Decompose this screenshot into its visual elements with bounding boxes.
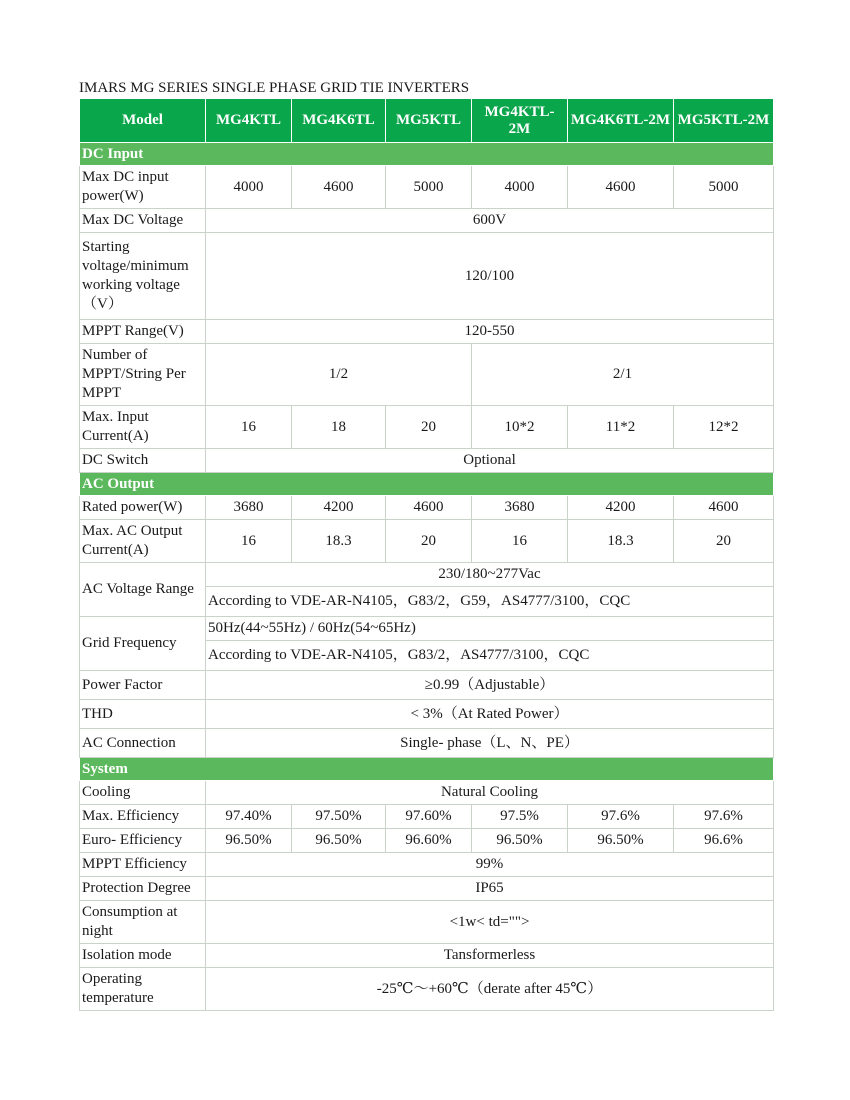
cell-value: 20 bbox=[674, 520, 774, 563]
cell-value: 96.60% bbox=[386, 829, 472, 853]
cell-value: 18 bbox=[292, 406, 386, 449]
cell-value: 16 bbox=[206, 520, 292, 563]
cell-value: 4000 bbox=[472, 166, 568, 209]
cell-standard: According to VDE-AR-N4105，G83/2，AS4777/3100，CQC bbox=[206, 641, 774, 671]
row-label: Cooling bbox=[80, 781, 206, 805]
cell-value: 18.3 bbox=[568, 520, 674, 563]
table-row bbox=[80, 406, 774, 449]
cell-value: 4000 bbox=[206, 166, 292, 209]
cell-value: 20 bbox=[386, 520, 472, 563]
table-row bbox=[80, 520, 774, 563]
row-label: Number of MPPT/String Per MPPT bbox=[80, 344, 206, 406]
table-row bbox=[80, 496, 774, 520]
table-row bbox=[80, 968, 774, 1011]
cell-value: 5000 bbox=[386, 166, 472, 209]
cell-value: ≥0.99（Adjustable） bbox=[206, 671, 774, 700]
row-label: Starting voltage/minimum working voltage（V） bbox=[80, 233, 206, 320]
table-row bbox=[80, 563, 774, 587]
table-row bbox=[80, 781, 774, 805]
cell-value: 4200 bbox=[292, 496, 386, 520]
cell-value: 97.6% bbox=[674, 805, 774, 829]
cell-value: 5000 bbox=[674, 166, 774, 209]
row-label: Max. AC Output Current(A) bbox=[80, 520, 206, 563]
table-row bbox=[80, 233, 774, 320]
table-row bbox=[80, 209, 774, 233]
section-row-dc-input bbox=[80, 143, 774, 166]
table-row bbox=[80, 166, 774, 209]
row-label: THD bbox=[80, 700, 206, 729]
row-label: Euro- Efficiency bbox=[80, 829, 206, 853]
cell-value: 120-550 bbox=[206, 320, 774, 344]
table-header-row bbox=[80, 99, 774, 143]
cell-value: 4600 bbox=[386, 496, 472, 520]
cell-value: 3680 bbox=[472, 496, 568, 520]
header-model: MG5KTL-2M bbox=[674, 99, 774, 143]
table-row bbox=[80, 805, 774, 829]
cell-value: 16 bbox=[472, 520, 568, 563]
cell-value: Single- phase（L、N、PE） bbox=[206, 729, 774, 758]
cell-value: IP65 bbox=[206, 877, 774, 901]
table-row bbox=[80, 901, 774, 944]
section-title: DC Input bbox=[80, 143, 774, 166]
table-row bbox=[80, 671, 774, 700]
cell-value: Tansformerless bbox=[206, 944, 774, 968]
cell-value: 20 bbox=[386, 406, 472, 449]
cell-value: 96.50% bbox=[292, 829, 386, 853]
row-label: Max DC Voltage bbox=[80, 209, 206, 233]
cell-value: 4600 bbox=[292, 166, 386, 209]
section-row-ac-output bbox=[80, 473, 774, 496]
table-row bbox=[80, 853, 774, 877]
header-model: MG4K6TL-2M bbox=[568, 99, 674, 143]
cell-value: 4600 bbox=[674, 496, 774, 520]
row-label: Max DC input power(W) bbox=[80, 166, 206, 209]
cell-value: 3680 bbox=[206, 496, 292, 520]
cell-value: 2/1 bbox=[472, 344, 774, 406]
cell-value: < 3%（At Rated Power） bbox=[206, 700, 774, 729]
row-label: AC Voltage Range bbox=[80, 563, 206, 617]
table-row bbox=[80, 344, 774, 406]
cell-value: 97.60% bbox=[386, 805, 472, 829]
cell-value: 97.5% bbox=[472, 805, 568, 829]
spec-table bbox=[79, 98, 774, 1011]
cell-value: 16 bbox=[206, 406, 292, 449]
table-row bbox=[80, 320, 774, 344]
header-model: MG4K6TL bbox=[292, 99, 386, 143]
cell-value: 50Hz(44~55Hz) / 60Hz(54~65Hz) bbox=[206, 617, 774, 641]
cell-standard: According to VDE-AR-N4105，G83/2，G59，AS4777/3100，CQC bbox=[206, 587, 774, 617]
header-model: MG5KTL bbox=[386, 99, 472, 143]
row-label: AC Connection bbox=[80, 729, 206, 758]
cell-value: 4200 bbox=[568, 496, 674, 520]
cell-value: 96.6% bbox=[674, 829, 774, 853]
cell-value: 600V bbox=[206, 209, 774, 233]
table-row bbox=[80, 829, 774, 853]
cell-value: 230/180~277Vac bbox=[206, 563, 774, 587]
cell-value: 12*2 bbox=[674, 406, 774, 449]
cell-value: 97.6% bbox=[568, 805, 674, 829]
table-row bbox=[80, 877, 774, 901]
table-row bbox=[80, 729, 774, 758]
cell-value: 11*2 bbox=[568, 406, 674, 449]
row-label: Grid Frequency bbox=[80, 617, 206, 671]
header-model: MG4KTL-2M bbox=[472, 99, 568, 143]
section-row-system bbox=[80, 758, 774, 781]
header-model-label: Model bbox=[80, 99, 206, 143]
cell-value: 97.40% bbox=[206, 805, 292, 829]
cell-value: 97.50% bbox=[292, 805, 386, 829]
section-title: AC Output bbox=[80, 473, 774, 496]
row-label: DC Switch bbox=[80, 449, 206, 473]
row-label: Max. Input Current(A) bbox=[80, 406, 206, 449]
row-label: Consumption at night bbox=[80, 901, 206, 944]
table-row bbox=[80, 449, 774, 473]
cell-value: 96.50% bbox=[472, 829, 568, 853]
cell-value: -25℃～+60℃（derate after 45℃） bbox=[206, 968, 774, 1011]
cell-value: 18.3 bbox=[292, 520, 386, 563]
row-label: Operating temperature bbox=[80, 968, 206, 1011]
row-label: Max. Efficiency bbox=[80, 805, 206, 829]
cell-value: <1w< td=""> bbox=[206, 901, 774, 944]
cell-value: 10*2 bbox=[472, 406, 568, 449]
cell-value: 96.50% bbox=[206, 829, 292, 853]
document-title: IMARS MG SERIES SINGLE PHASE GRID TIE INVERTERS bbox=[79, 80, 470, 96]
cell-value: Optional bbox=[206, 449, 774, 473]
row-label: Power Factor bbox=[80, 671, 206, 700]
cell-value: Natural Cooling bbox=[206, 781, 774, 805]
row-label: MPPT Range(V) bbox=[80, 320, 206, 344]
row-label: Protection Degree bbox=[80, 877, 206, 901]
section-title: System bbox=[80, 758, 774, 781]
table-row bbox=[80, 700, 774, 729]
table-row bbox=[80, 617, 774, 641]
cell-value: 96.50% bbox=[568, 829, 674, 853]
row-label: Isolation mode bbox=[80, 944, 206, 968]
table-row bbox=[80, 944, 774, 968]
row-label: Rated power(W) bbox=[80, 496, 206, 520]
header-model: MG4KTL bbox=[206, 99, 292, 143]
cell-value: 1/2 bbox=[206, 344, 472, 406]
cell-value: 4600 bbox=[568, 166, 674, 209]
cell-value: 120/100 bbox=[206, 233, 774, 320]
cell-value: 99% bbox=[206, 853, 774, 877]
row-label: MPPT Efficiency bbox=[80, 853, 206, 877]
